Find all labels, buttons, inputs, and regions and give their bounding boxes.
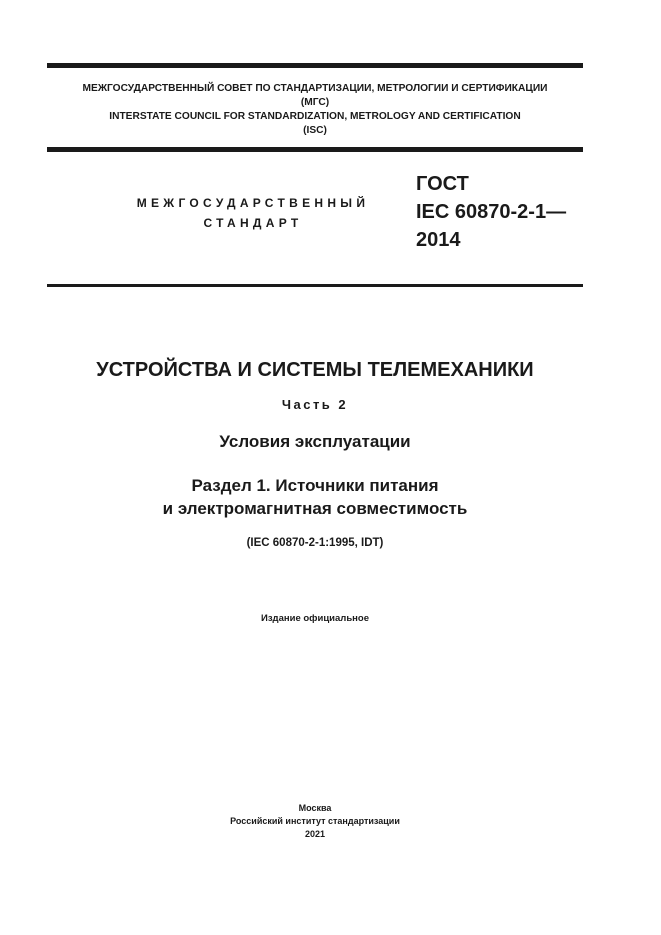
council-header: [47, 82, 583, 138]
standard-type-line2: СТАНДАРТ: [203, 216, 303, 230]
document-section: [0, 474, 630, 520]
document-subtitle: Условия эксплуатации: [219, 432, 411, 451]
imprint-year: 2021: [304, 829, 326, 839]
standard-type-line1: МЕЖГОСУДАРСТВЕННЫЙ: [136, 196, 370, 210]
imprint: [0, 802, 630, 841]
council-name-ru: МЕЖГОСУДАРСТВЕННЫЙ СОВЕТ ПО СТАНДАРТИЗАЦИИ, МЕТРОЛОГИИ И СЕРТИФИКАЦИИ: [82, 83, 548, 94]
council-abbr-ru: (МГС): [300, 97, 330, 108]
iec-reference: (IEC 60870-2-1:1995, IDT): [246, 537, 384, 549]
section-line2: и электромагнитная совместимость: [162, 499, 468, 518]
edition-label: Издание официальное: [261, 613, 369, 624]
middle-rule: [47, 147, 583, 152]
designation-line2: IEC 60870-2-1—: [416, 201, 567, 223]
document-part: Часть 2: [281, 397, 349, 412]
section-line1: Раздел 1. Источники питания: [191, 476, 439, 495]
standard-type: [108, 193, 398, 233]
imprint-publisher: Российский институт стандартизации: [230, 816, 400, 826]
imprint-city: Москва: [298, 803, 332, 813]
bottom-rule: [47, 284, 583, 287]
designation-line3: 2014: [416, 229, 461, 251]
council-abbr-en: (ISC): [303, 125, 327, 136]
standard-designation: [416, 170, 566, 254]
document-title: УСТРОЙСТВА И СИСТЕМЫ ТЕЛЕМЕХАНИКИ: [96, 359, 534, 381]
top-rule: [47, 63, 583, 68]
council-name-en: INTERSTATE COUNCIL FOR STANDARDIZATION, METROLOGY AND CERTIFICATION: [109, 111, 521, 122]
designation-line1: ГОСТ: [416, 173, 469, 195]
